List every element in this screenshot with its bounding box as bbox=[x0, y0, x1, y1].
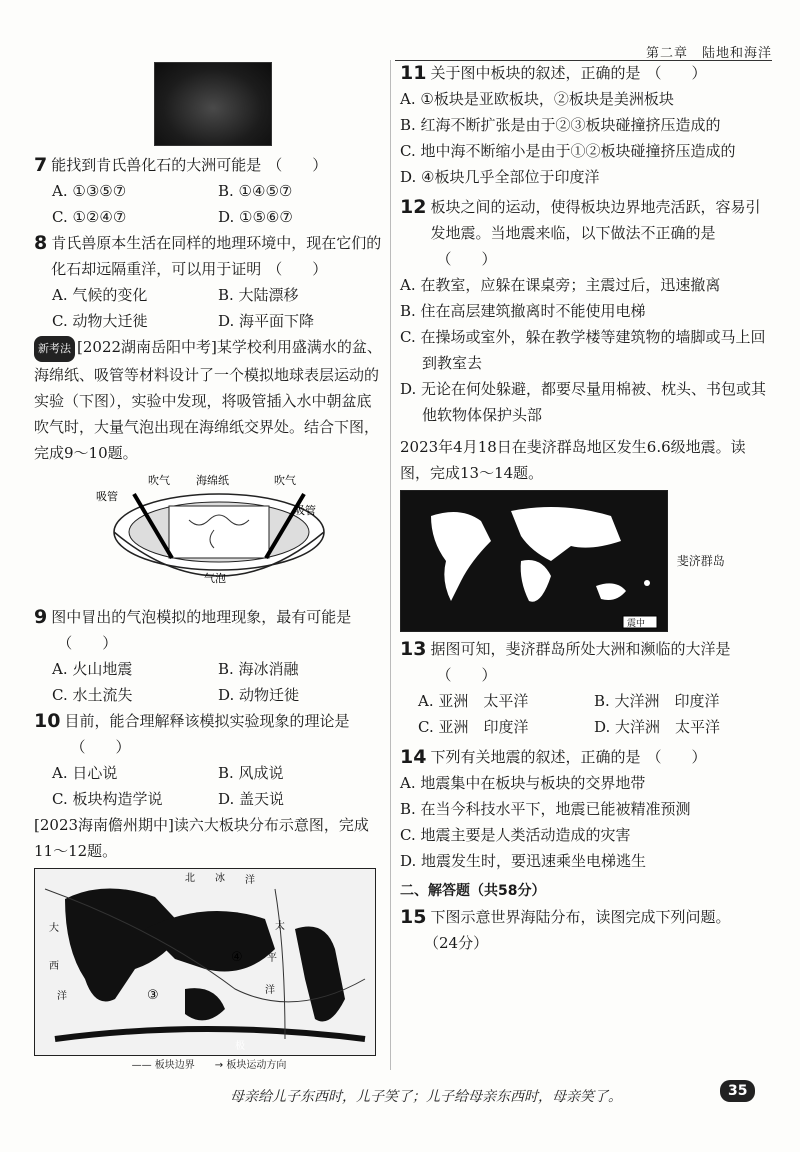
map-label-north: 北 bbox=[185, 873, 195, 884]
map-label-ocean: 洋 bbox=[245, 875, 255, 886]
question-number: 12 bbox=[400, 196, 427, 218]
question-text: 下图示意世界海陆分布，读图完成下列问题。 bbox=[430, 908, 731, 926]
option-b: B. 住在高层建筑撤离时不能使用电梯 bbox=[400, 302, 646, 320]
question-score: （24分） bbox=[424, 934, 489, 952]
map-label-ice: 冰 bbox=[215, 873, 225, 884]
question-text: 能找到肯氏兽化石的大洲可能是 （ ） bbox=[51, 156, 328, 174]
intro-paragraph-1: 新考法 [2022湖南岳阳中考]某学校利用盛满水的盆、海绵纸、吸管等材料设计了一个模拟地球表层运动的实验（下图），实验中发现，将吸管插入水中朝盆底吹气时，大量气泡出现在海绵纸交界处。结合下图，完成9～10题。 bbox=[34, 338, 382, 462]
question-number: 15 bbox=[400, 906, 427, 928]
label-bubble: 气泡 bbox=[204, 572, 226, 585]
option-d: D. 无论在何处躲避，都要尽量用棉被、枕头、书包或其他软物体保护头部 bbox=[400, 380, 767, 424]
question-number: 7 bbox=[34, 154, 48, 176]
option-a: A. 气候的变化 bbox=[52, 286, 148, 304]
question-text: 下列有关地震的叙述，正确的是 （ ） bbox=[430, 748, 707, 766]
option-c: C. 在操场或室外，躲在教学楼等建筑物的墙脚或马上回到教室去 bbox=[400, 328, 766, 372]
option-b: B. 海冰消融 bbox=[218, 660, 299, 678]
label-straw-right: 吸管 bbox=[294, 504, 316, 517]
map-label-ping: 平 bbox=[267, 953, 277, 964]
question-7 bbox=[34, 152, 384, 230]
fiji-map-figure bbox=[400, 490, 770, 632]
epicenter-tag: 震中 bbox=[627, 619, 646, 629]
option-a: A. 火山地震 bbox=[52, 660, 133, 678]
question-number: 11 bbox=[400, 62, 427, 84]
map-label-yang: 洋 bbox=[57, 991, 67, 1002]
option-c: C. 地震主要是人类活动造成的灾害 bbox=[400, 826, 631, 844]
question-15 bbox=[400, 904, 770, 956]
fossil-photo bbox=[154, 62, 272, 146]
question-number: 8 bbox=[34, 232, 48, 254]
question-text: 肯氏兽原本生活在同样的地理环境中，现在它们的化石却远隔重洋，可以用于证明 （ ） bbox=[51, 234, 382, 278]
footer-quote: 母亲给儿子东西时，儿子笑了；儿子给母亲东西时，母亲笑了。 bbox=[230, 1089, 622, 1105]
question-12 bbox=[400, 194, 770, 428]
chapter-header: 第二章 陆地和海洋 bbox=[645, 46, 772, 61]
option-d: D. 地震发生时，要迅速乘坐电梯逃生 bbox=[400, 852, 647, 870]
label-blow-right: 吹气 bbox=[274, 474, 296, 487]
plates-map-legend: —— 板块边界 → 板块运动方向 bbox=[131, 1060, 287, 1071]
option-d: D. ①⑤⑥⑦ bbox=[218, 208, 293, 226]
page-number: 35 bbox=[720, 1080, 755, 1102]
left-column bbox=[34, 60, 384, 1075]
question-text: 图中冒出的气泡模拟的地理现象，最有可能是（ ） bbox=[51, 608, 352, 652]
question-text: 关于图中板块的叙述，正确的是 （ ） bbox=[430, 64, 707, 82]
map-label-plate3: ③ bbox=[147, 988, 159, 1003]
right-column bbox=[400, 60, 770, 956]
question-text: 板块之间的运动，使得板块边界地壳活跃，容易引发地震。当地震来临，以下做法不正确的是（ ） bbox=[430, 198, 761, 268]
option-d: D. 动物迁徙 bbox=[218, 686, 300, 704]
option-c: C. 地中海不断缩小是由于①②板块碰撞挤压造成的 bbox=[400, 142, 736, 160]
option-c: C. 亚洲 印度洋 bbox=[418, 718, 529, 736]
option-d: D. 海平面下降 bbox=[218, 312, 315, 330]
option-c: C. 板块构造学说 bbox=[52, 790, 163, 808]
option-b: B. ①④⑤⑦ bbox=[218, 182, 293, 200]
question-11 bbox=[400, 60, 770, 190]
question-9 bbox=[34, 604, 384, 708]
option-d: D. 大洋洲 太平洋 bbox=[594, 718, 721, 736]
question-13 bbox=[400, 636, 770, 740]
option-a: A. 日心说 bbox=[52, 764, 118, 782]
option-b: B. 大陆漂移 bbox=[218, 286, 299, 304]
map-label-ji: 极 bbox=[235, 1041, 245, 1052]
question-number: 14 bbox=[400, 746, 427, 768]
option-d: D. 盖天说 bbox=[218, 790, 285, 808]
option-a: A. ①板块是亚欧板块，②板块是美洲板块 bbox=[400, 90, 674, 108]
option-b: B. 红海不断扩张是由于②③板块碰撞挤压造成的 bbox=[400, 116, 721, 134]
map-label-plate4: ④ bbox=[231, 950, 243, 965]
map-label-da: 大 bbox=[49, 923, 59, 934]
question-14 bbox=[400, 744, 770, 874]
option-a: A. 地震集中在板块与板块的交界地带 bbox=[400, 774, 646, 792]
question-number: 10 bbox=[34, 710, 61, 732]
column-divider bbox=[390, 60, 391, 1070]
option-c: C. 水土流失 bbox=[52, 686, 133, 704]
section-heading: 二、解答题（共58分） bbox=[400, 883, 546, 899]
option-a: A. ①③⑤⑦ bbox=[52, 182, 127, 200]
option-a: A. 亚洲 太平洋 bbox=[418, 692, 529, 710]
option-b: B. 大洋洲 印度洋 bbox=[594, 692, 720, 710]
intro-paragraph-2: [2023海南儋州期中]读六大板块分布示意图，完成11～12题。 bbox=[34, 816, 369, 860]
question-8 bbox=[34, 230, 384, 334]
intro-paragraph-3: 2023年4月18日在斐济群岛地区发生6.6级地震。读图，完成13～14题。 bbox=[400, 438, 746, 482]
experiment-figure bbox=[94, 470, 384, 600]
option-a: A. 在教室，应躲在课桌旁；主震过后，迅速撤离 bbox=[400, 276, 721, 294]
question-number: 9 bbox=[34, 606, 48, 628]
option-c: C. 动物大迁徙 bbox=[52, 312, 148, 330]
map-label-yang2: 洋 bbox=[265, 985, 275, 996]
label-blow-left: 吹气 bbox=[148, 474, 170, 487]
label-straw-left: 吸管 bbox=[96, 490, 118, 503]
question-text: 据图可知，斐济群岛所处大洲和濒临的大洋是（ ） bbox=[430, 640, 731, 684]
new-method-tag: 新考法 bbox=[34, 336, 75, 362]
option-b: B. 风成说 bbox=[218, 764, 284, 782]
option-b: B. 在当今科技水平下，地震已能被精准预测 bbox=[400, 800, 691, 818]
option-c: C. ①②④⑦ bbox=[52, 208, 127, 226]
question-text: 目前，能合理解释该模拟实验现象的理论是（ ） bbox=[64, 712, 350, 756]
map-label-tai: 太 bbox=[275, 921, 285, 932]
label-sponge: 海绵纸 bbox=[196, 474, 229, 487]
question-number: 13 bbox=[400, 638, 427, 660]
option-d: D. ④板块几乎全部位于印度洋 bbox=[400, 168, 600, 186]
fiji-label: 斐济群岛 bbox=[676, 554, 725, 568]
map-label-xi: 西 bbox=[49, 961, 59, 972]
question-10 bbox=[34, 708, 384, 812]
plates-map-figure bbox=[34, 868, 384, 1071]
